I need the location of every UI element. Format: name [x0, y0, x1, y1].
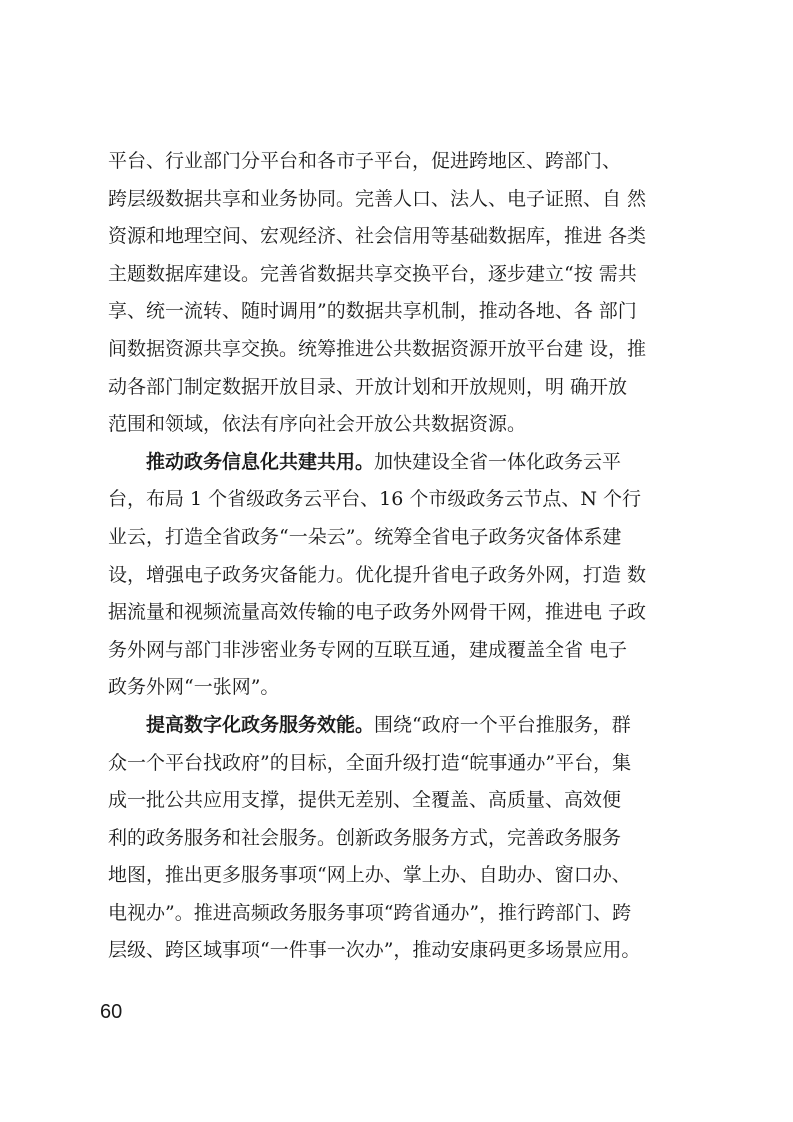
text-line: 范围和领域，依法有序向社会开放公共数据资源。	[108, 413, 527, 436]
text-line: 据流量和视频流量高效传输的电子政务外网骨干网，推进电 子政	[108, 601, 647, 624]
text-line: 享、统一流转、随时调用”的数据共享机制，推动各地、各 部门	[108, 300, 637, 323]
paragraph-service-efficiency	[108, 707, 694, 970]
text-line: 成一批公共应用支撑，提供无差别、全覆盖、高质量、高效便	[108, 789, 622, 812]
text-line: 平台、行业部门分平台和各市子平台，促进跨地区、跨部门、	[108, 150, 622, 172]
text-line: 层级、跨区域事项“一件事一次办”，推动安康码更多场景应用。	[108, 939, 641, 962]
text-line: 设，增强电子政务灾备能力。优化提升省电子政务外网，打造 数	[108, 563, 647, 586]
text-line: 主题数据库建设。完善省数据共享交换平台，逐步建立“按 需共	[108, 262, 637, 285]
page-number: 60	[100, 1001, 123, 1023]
paragraph-heading: 推动政务信息化共建共用。	[146, 450, 375, 473]
text-line: 业云，打造全省政务“一朵云”。统筹全省电子政务灾备体系建	[108, 525, 622, 548]
paragraph-heading: 提高数字化政务服务效能。	[146, 713, 375, 736]
paragraph-first-line	[108, 444, 694, 482]
text-line: 间数据资源共享交换。统筹推进公共数据资源开放平台建 设，推	[108, 337, 647, 360]
text-line: 利的政务服务和社会服务。创新政务服务方式，完善政务服务	[108, 826, 622, 849]
text-span: 围绕“政府一个平台推服务，群	[374, 713, 631, 736]
text-line: 动各部门制定数据开放目录、开放计划和开放规则，明 确开放	[108, 375, 628, 398]
text-line: 地图，推出更多服务事项“网上办、掌上办、自助办、窗口办、	[108, 864, 631, 887]
text-line: 众一个平台找政府”的目标，全面升级打造“皖事通办”平台，集	[108, 751, 632, 774]
text-line: 电视办”。推进高频政务服务事项“跨省通办”，推行跨部门、跨	[108, 901, 632, 924]
text-line: 资源和地理空间、宏观经济、社会信用等基础数据库，推进 各类	[108, 225, 647, 248]
text-line: 政务外网“一张网”。	[108, 676, 280, 699]
text-line: 务外网与部门非涉密业务专网的互联互通，建成覆盖全省 电子	[108, 638, 628, 661]
paragraph-data-sharing	[108, 143, 694, 444]
body-text	[108, 143, 694, 970]
text-line: 跨层级数据共享和业务协同。完善人口、法人、电子证照、自 然	[108, 187, 647, 210]
text-span: 加快建设全省一体化政务云平	[374, 450, 622, 473]
paragraph-first-line	[108, 707, 694, 745]
paragraph-egov-cloud	[108, 444, 694, 707]
text-line: 台，布局 1 个省级政务云平台、16 个市级政务云节点、N 个行	[108, 488, 642, 511]
